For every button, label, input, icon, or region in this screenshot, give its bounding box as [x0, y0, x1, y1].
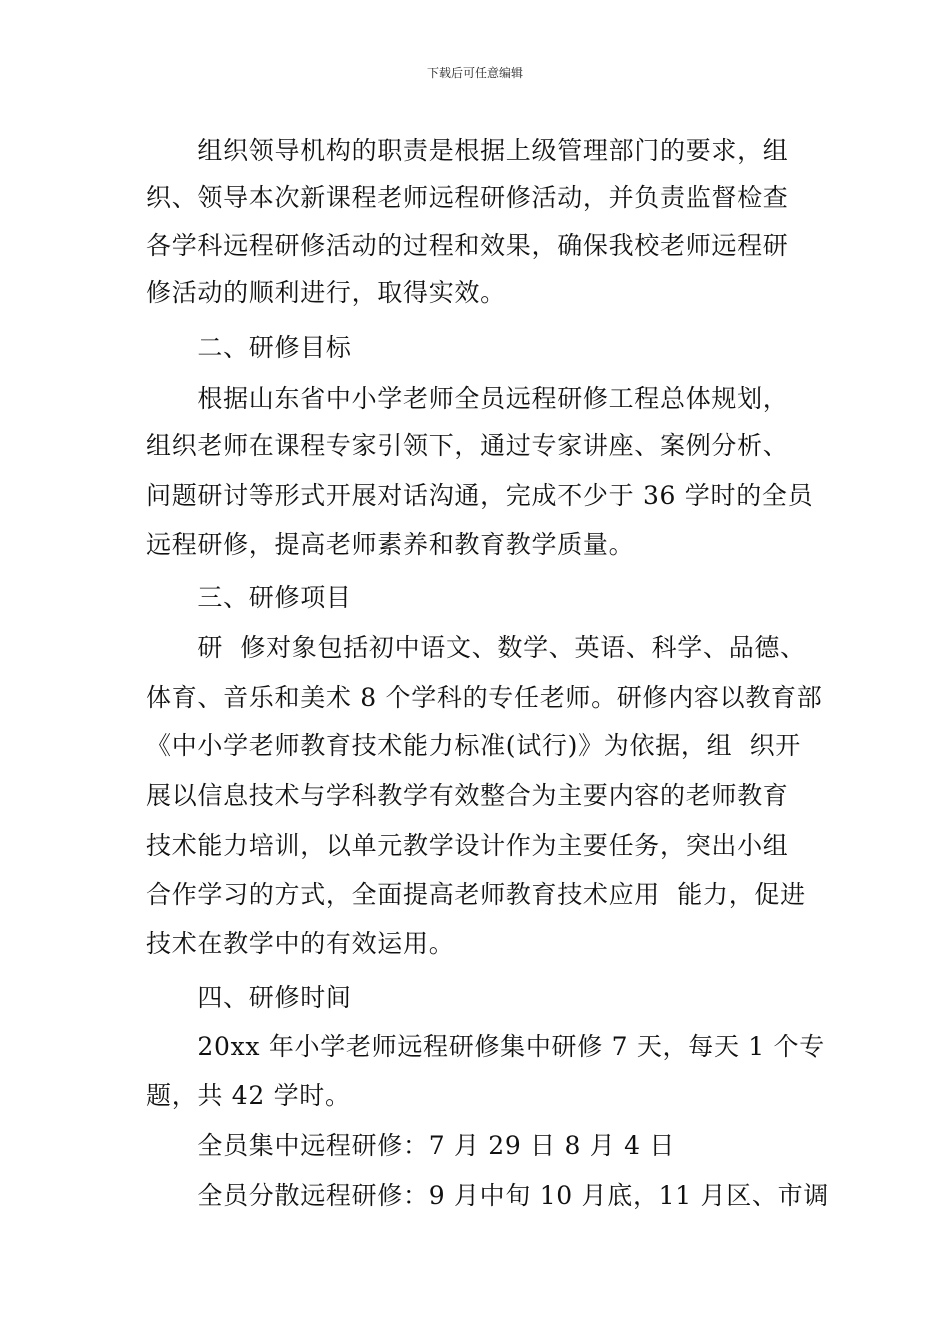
body-line: 展以信息技术与学科教学有效整合为主要内容的老师教育: [146, 781, 789, 810]
section-heading: 二、研修目标: [146, 333, 352, 362]
body-line: 修活动的顺利进行，取得实效。: [146, 278, 506, 307]
body-line: 组织领导机构的职责是根据上级管理部门的要求，组: [146, 136, 789, 165]
body-line: 根据山东省中小学老师全员远程研修工程总体规划，: [146, 384, 789, 413]
body-line: 《中小学老师教育技术能力标准(试行)》为依据，组 织开: [146, 731, 802, 760]
body-line: 技术能力培训，以单元教学设计作为主要任务，突出小组: [146, 831, 789, 860]
body-line: 组织老师在课程专家引领下，通过专家讲座、案例分析、: [146, 431, 789, 460]
body-line: 问题研讨等形式开展对话沟通，完成不少于 36 学时的全员: [146, 481, 814, 510]
body-line: 20xx 年小学老师远程研修集中研修 7 天，每天 1 个专: [146, 1032, 825, 1061]
body-line: 全员集中远程研修：7 月 29 日 8 月 4 日: [146, 1131, 676, 1160]
body-line: 体育、音乐和美术 8 个学科的专任老师。研修内容以教育部: [146, 683, 823, 712]
body-line: 题，共 42 学时。: [146, 1081, 351, 1110]
body-line: 织、领导本次新课程老师远程研修活动，并负责监督检查: [146, 183, 789, 212]
body-line: 全员分散远程研修：9 月中旬 10 月底，11 月区、市调: [146, 1181, 830, 1210]
section-heading: 三、研修项目: [146, 583, 352, 612]
body-line: 合作学习的方式，全面提高老师教育技术应用 能力，促进: [146, 880, 806, 909]
body-line: 远程研修，提高老师素养和教育教学质量。: [146, 530, 635, 559]
header-note: 下载后可任意编辑: [426, 66, 523, 80]
section-heading: 四、研修时间: [146, 983, 352, 1012]
body-line: 技术在教学中的有效运用。: [146, 929, 455, 958]
body-line: 研 修对象包括初中语文、数学、英语、科学、品德、: [146, 633, 806, 662]
body-line: 各学科远程研修活动的过程和效果，确保我校老师远程研: [146, 231, 789, 260]
